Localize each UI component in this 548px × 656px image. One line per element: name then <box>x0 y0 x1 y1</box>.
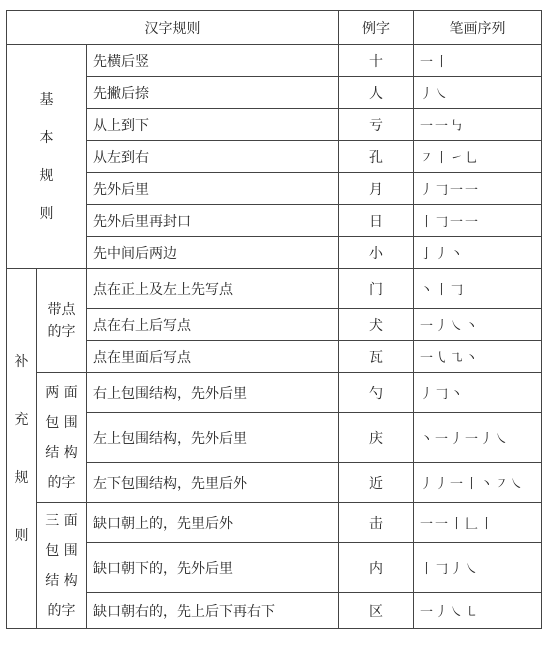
table-row <box>7 77 542 109</box>
table-row <box>7 237 542 269</box>
strokes-cell: 丨𠃌丿㇏ <box>414 543 542 593</box>
rule-cell: 先外后里 <box>87 173 339 205</box>
strokes-cell: ㇇丨㇀乚 <box>414 141 542 173</box>
rule-cell: 先外后里再封口 <box>87 205 339 237</box>
strokes-cell: 丿𠃌一一 <box>414 173 542 205</box>
example-cell: 区 <box>339 593 414 629</box>
table-row <box>7 109 542 141</box>
table-row <box>7 269 542 309</box>
header-row <box>7 11 542 45</box>
example-cell: 日 <box>339 205 414 237</box>
group-label-two-sided: 两 面 包 围 结 构 的字 <box>37 373 87 503</box>
group-label-three-sided: 三 面 包 围 结 构 的字 <box>37 503 87 629</box>
example-cell: 近 <box>339 463 414 503</box>
table-row <box>7 309 542 341</box>
strokes-cell: 丿𠃌丶 <box>414 373 542 413</box>
example-cell: 小 <box>339 237 414 269</box>
rule-cell: 点在右上后写点 <box>87 309 339 341</box>
example-cell: 犬 <box>339 309 414 341</box>
example-cell: 亏 <box>339 109 414 141</box>
rule-cell: 缺口朝右的，先上后下再右下 <box>87 593 339 629</box>
table-row <box>7 141 542 173</box>
example-cell: 内 <box>339 543 414 593</box>
example-cell: 勺 <box>339 373 414 413</box>
strokes-cell: 丶丨𠃌 <box>414 269 542 309</box>
rule-cell: 右上包围结构，先外后里 <box>87 373 339 413</box>
strokes-cell: 一丿㇏丶 <box>414 309 542 341</box>
rule-cell: 先横后竖 <box>87 45 339 77</box>
basic-rules-label: 基 本 规 则 <box>7 45 87 269</box>
example-cell: 门 <box>339 269 414 309</box>
stroke-order-table <box>6 10 542 629</box>
strokes-cell: 一一丨𠃊丨 <box>414 503 542 543</box>
rule-cell: 从上到下 <box>87 109 339 141</box>
rule-cell: 缺口朝下的，先外后里 <box>87 543 339 593</box>
example-cell: 月 <box>339 173 414 205</box>
header-rule: 汉字规则 <box>7 11 339 45</box>
rule-cell: 缺口朝上的，先里后外 <box>87 503 339 543</box>
table-row <box>7 503 542 543</box>
example-cell: 孔 <box>339 141 414 173</box>
header-strokes: 笔画序列 <box>414 11 542 45</box>
rule-cell: 先撇后捺 <box>87 77 339 109</box>
table-row <box>7 341 542 373</box>
rule-cell: 从左到右 <box>87 141 339 173</box>
table-row <box>7 543 542 593</box>
table-row <box>7 463 542 503</box>
strokes-cell: 一㇂㇈丶 <box>414 341 542 373</box>
example-cell: 人 <box>339 77 414 109</box>
example-cell: 瓦 <box>339 341 414 373</box>
strokes-cell: 一丿㇏㇄ <box>414 593 542 629</box>
rule-cell: 左下包围结构，先里后外 <box>87 463 339 503</box>
supplementary-rules-label: 补 充 规 则 <box>7 269 37 629</box>
strokes-cell: 丨𠃌一一 <box>414 205 542 237</box>
rule-cell: 点在里面后写点 <box>87 341 339 373</box>
strokes-cell: 丶一丿一丿㇏ <box>414 413 542 463</box>
rule-cell: 点在正上及左上先写点 <box>87 269 339 309</box>
strokes-cell: 一一㇉ <box>414 109 542 141</box>
strokes-cell: 丿㇏ <box>414 77 542 109</box>
strokes-cell: 一丨 <box>414 45 542 77</box>
table-row <box>7 45 542 77</box>
header-example: 例字 <box>339 11 414 45</box>
example-cell: 庆 <box>339 413 414 463</box>
example-cell: 十 <box>339 45 414 77</box>
rule-cell: 左上包围结构，先外后里 <box>87 413 339 463</box>
strokes-cell: 丿丿一丨丶㇇㇏ <box>414 463 542 503</box>
rule-cell: 先中间后两边 <box>87 237 339 269</box>
table-row <box>7 205 542 237</box>
table-row <box>7 413 542 463</box>
example-cell: 击 <box>339 503 414 543</box>
group-label-dot: 带点 的字 <box>37 269 87 373</box>
table-row <box>7 373 542 413</box>
strokes-cell: 亅丿丶 <box>414 237 542 269</box>
table-row <box>7 173 542 205</box>
table-row <box>7 593 542 629</box>
